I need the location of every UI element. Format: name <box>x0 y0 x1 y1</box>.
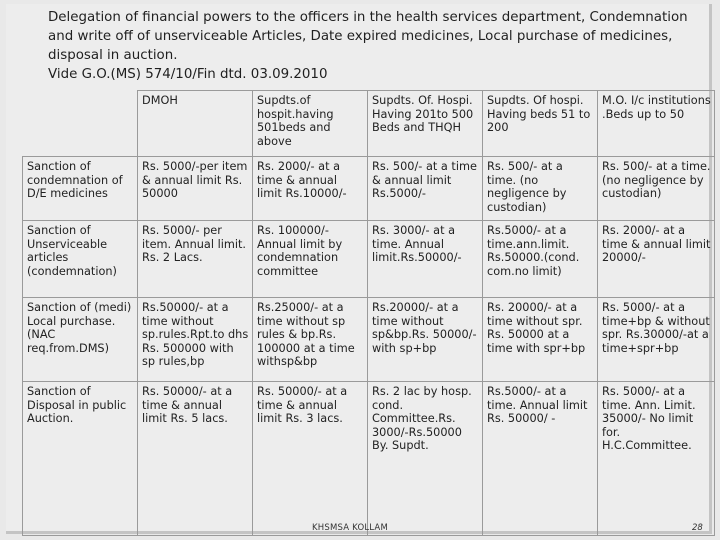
table-cell: Rs. 500/- at a time. (no negligence by custodian) <box>483 157 598 221</box>
header-cell: Supdts.of hospit.having 501beds and above <box>253 91 368 157</box>
header-cell: Supdts. Of. Hospi. Having 201to 500 Beds and THQH <box>368 91 483 157</box>
table-cell: Rs. 50000/- at a time & annual limit Rs. 3 lacs. <box>253 382 368 536</box>
row-label-cell: Sanction of Unserviceable articles (condemnation) <box>23 221 138 298</box>
table-cell: Rs. 20000/- at a time without spr. Rs. 50000 at a time with spr+bp <box>483 298 598 382</box>
title-line: and write off of unserviceable Articles, Date expired medicines, Local purchase of medicines, <box>48 29 673 44</box>
header-cell: Supdts. Of hospi. Having beds 51 to 200 <box>483 91 598 157</box>
title-line: disposal in auction. <box>48 48 178 63</box>
slide-title <box>48 8 698 84</box>
table-row <box>23 221 715 298</box>
table-cell: Rs. 5000/-per item & annual limit Rs. 50000 <box>138 157 253 221</box>
table-row <box>23 157 715 221</box>
table-row <box>23 298 715 382</box>
table-cell: Rs.5000/- at a time.ann.limit. Rs.50000.(cond. com.no limit) <box>483 221 598 298</box>
footer-text: KHSMSA KOLLAM <box>312 523 388 533</box>
table-cell: Rs. 5000/- at a time. Ann. Limit. 35000/- No limit for. H.C.Committee. <box>598 382 715 536</box>
table-cell: Rs. 50000/- at a time & annual limit Rs. 5 lacs. <box>138 382 253 536</box>
table-cell: Rs. 3000/- at a time. Annual limit.Rs.50000/- <box>368 221 483 298</box>
header-cell: M.O. I/c institutions .Beds up to 50 <box>598 91 715 157</box>
page-number: 28 <box>692 523 703 533</box>
table-cell: Rs.20000/- at a time without sp&bp.Rs. 50000/- with sp+bp <box>368 298 483 382</box>
powers-table <box>22 90 715 536</box>
table-cell: Rs.5000/- at a time. Annual limit Rs. 50000/ - <box>483 382 598 536</box>
title-line: Vide G.O.(MS) 574/10/Fin dtd. 03.09.2010 <box>48 67 328 82</box>
title-line: Delegation of financial powers to the officers in the health services department, Condemnation <box>48 10 688 25</box>
table-cell: Rs. 500/- at a time. (no negligence by custodian) <box>598 157 715 221</box>
row-label-cell: Sanction of (medi) Local purchase.(NAC req.from.DMS) <box>23 298 138 382</box>
table-cell: Rs. 2000/- at a time & annual limit Rs.10000/- <box>253 157 368 221</box>
header-cell-blank <box>23 91 138 157</box>
row-label-cell: Sanction of Disposal in public Auction. <box>23 382 138 536</box>
header-cell: DMOH <box>138 91 253 157</box>
row-label-cell: Sanction of condemnation of D/E medicines <box>23 157 138 221</box>
table-cell: Rs. 2 lac by hosp. cond. Committee.Rs. 3000/-Rs.50000 By. Supdt. <box>368 382 483 536</box>
table-cell: Rs. 100000/- Annual limit by condemnation committee <box>253 221 368 298</box>
table-cell: Rs. 5000/- at a time+bp & without spr. Rs.30000/-at a time+spr+bp <box>598 298 715 382</box>
table-row <box>23 382 715 536</box>
table-cell: Rs.25000/- at a time without sp rules & bp.Rs. 100000 at a time withsp&bp <box>253 298 368 382</box>
table-cell: Rs. 5000/- per item. Annual limit. Rs. 2 Lacs. <box>138 221 253 298</box>
table-header-row <box>23 91 715 157</box>
table-cell: Rs.50000/- at a time without sp.rules.Rpt.to dhs Rs. 500000 with sp rules,bp <box>138 298 253 382</box>
table-cell: Rs. 500/- at a time & annual limit Rs.5000/- <box>368 157 483 221</box>
table-cell: Rs. 2000/- at a time & annual limit 20000/- <box>598 221 715 298</box>
